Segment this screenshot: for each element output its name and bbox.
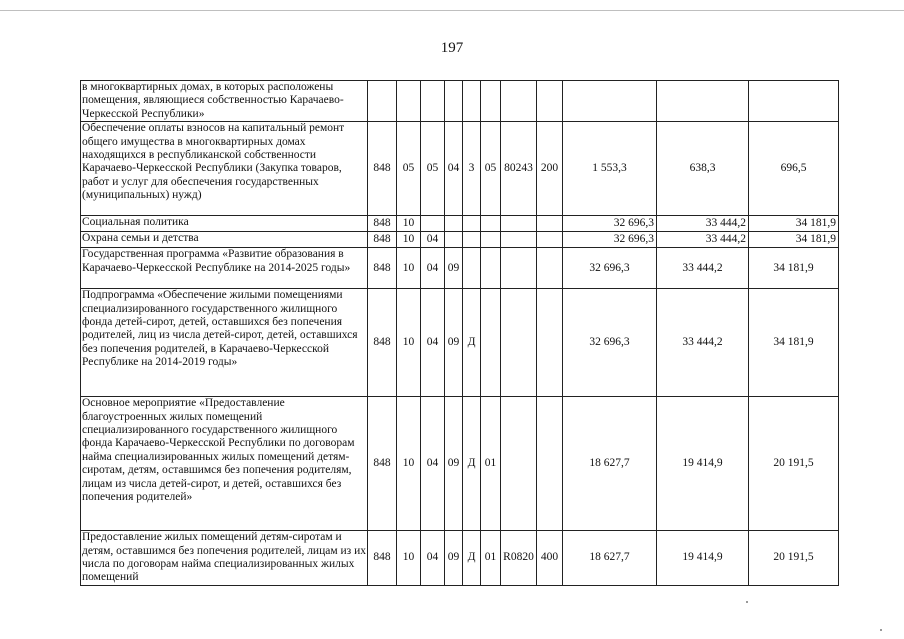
cell-v2025: 696,5 — [749, 122, 839, 216]
cell-sub — [463, 248, 481, 289]
cell-program: 09 — [445, 397, 463, 531]
table-row — [81, 289, 839, 397]
cell-name: Подпрограмма «Обеспечение жилыми помещениями специализированного государственного жилищного фонда детей-сирот, детей, оставшихся без попечения родителей, лиц из числа детей-сирот, детей, оставшихся без попечения родителей, в Карачаево-Черкесской Республике на 2014-2019 годы» — [81, 289, 368, 397]
cell-program: 09 — [445, 289, 463, 397]
cell-kvr — [537, 289, 563, 397]
scan-speck — [880, 629, 882, 631]
cell-subsection: 04 — [421, 289, 445, 397]
cell-kvr — [537, 397, 563, 531]
cell-subsection: 04 — [421, 531, 445, 586]
cell-name: Социальная политика — [81, 216, 368, 232]
cell-subsection: 04 — [421, 232, 445, 248]
cell-kvr — [537, 248, 563, 289]
table-body — [81, 81, 839, 586]
cell-event — [481, 289, 501, 397]
cell-program: 09 — [445, 248, 463, 289]
cell-code: 848 — [368, 232, 397, 248]
table-row — [81, 232, 839, 248]
cell-kvr — [537, 81, 563, 122]
table-row — [81, 216, 839, 232]
cell-kvr — [537, 232, 563, 248]
cell-direction — [501, 248, 537, 289]
table-row — [81, 248, 839, 289]
cell-event: 01 — [481, 531, 501, 586]
cell-sub: Д — [463, 531, 481, 586]
cell-section: 05 — [397, 122, 421, 216]
cell-event — [481, 81, 501, 122]
cell-name: Обеспечение оплаты взносов на капитальный ремонт общего имущества в многоквартирных домах находящихся в республиканской собственности Карачаево-Черкесской Республики (Закупка товаров, работ и услуг для обеспечения государственных (муниципальных) нужд) — [81, 122, 368, 216]
cell-code: 848 — [368, 531, 397, 586]
cell-name: Государственная программа «Развитие образования в Карачаево-Черкесской Республике на 2014-2025 годы» — [81, 248, 368, 289]
cell-event — [481, 248, 501, 289]
cell-sub — [463, 232, 481, 248]
cell-event — [481, 216, 501, 232]
cell-subsection — [421, 216, 445, 232]
scan-edge-top — [0, 10, 904, 11]
cell-v2024: 19 414,9 — [657, 397, 749, 531]
cell-v2024: 33 444,2 — [657, 248, 749, 289]
cell-v2023: 32 696,3 — [563, 289, 657, 397]
cell-section: 10 — [397, 232, 421, 248]
cell-event — [481, 232, 501, 248]
cell-name: Охрана семьи и детства — [81, 232, 368, 248]
cell-name: Предоставление жилых помещений детям-сиротам и детям, оставшимся без попечения родителей, лицам из их числа по договорам найма специализированных жилых помещений — [82, 531, 366, 584]
cell-section: 10 — [397, 248, 421, 289]
cell-v2024: 33 444,2 — [657, 232, 749, 248]
cell-sub: Д — [463, 397, 481, 531]
cell-v2025 — [749, 81, 839, 122]
cell-code: 848 — [368, 122, 397, 216]
table-row — [81, 81, 839, 122]
cell-v2025: 20 191,5 — [749, 531, 839, 586]
cell-name: в многоквартирных домах, в которых расположены помещения, являющиеся собственностью Карачаево-Черкесской Республики» — [81, 81, 368, 122]
cell-code — [368, 81, 397, 122]
cell-sub — [463, 81, 481, 122]
cell-v2023 — [563, 81, 657, 122]
cell-v2024: 33 444,2 — [657, 289, 749, 397]
cell-code: 848 — [368, 289, 397, 397]
cell-section: 10 — [397, 397, 421, 531]
cell-code: 848 — [368, 216, 397, 232]
cell-program: 09 — [445, 531, 463, 586]
cell-event: 05 — [481, 122, 501, 216]
cell-program — [445, 216, 463, 232]
cell-direction — [501, 216, 537, 232]
cell-kvr: 200 — [537, 122, 563, 216]
cell-v2025: 34 181,9 — [749, 289, 839, 397]
cell-direction — [501, 289, 537, 397]
cell-v2023: 32 696,3 — [563, 248, 657, 289]
cell-program — [445, 81, 463, 122]
cell-program — [445, 232, 463, 248]
cell-v2024: 33 444,2 — [657, 216, 749, 232]
cell-section: 10 — [397, 289, 421, 397]
cell-direction — [501, 397, 537, 531]
cell-v2024: 638,3 — [657, 122, 749, 216]
cell-sub: 3 — [463, 122, 481, 216]
cell-sub — [463, 216, 481, 232]
cell-code: 848 — [368, 248, 397, 289]
cell-section — [397, 81, 421, 122]
table-row — [81, 531, 839, 586]
cell-program: 04 — [445, 122, 463, 216]
cell-v2023: 1 553,3 — [563, 122, 657, 216]
cell-v2024 — [657, 81, 749, 122]
cell-direction — [501, 232, 537, 248]
cell-subsection: 04 — [421, 397, 445, 531]
cell-v2024: 19 414,9 — [657, 531, 749, 586]
cell-section: 10 — [397, 531, 421, 586]
table-row — [81, 397, 839, 531]
cell-direction: 80243 — [501, 122, 537, 216]
cell-v2025: 34 181,9 — [749, 248, 839, 289]
scan-speck — [746, 601, 748, 603]
cell-v2023: 18 627,7 — [563, 531, 657, 586]
cell-subsection — [421, 81, 445, 122]
cell-event: 01 — [481, 397, 501, 531]
page-number: 197 — [440, 40, 464, 56]
cell-direction: R0820 — [501, 531, 537, 586]
cell-code: 848 — [368, 397, 397, 531]
table-row — [81, 122, 839, 216]
cell-direction — [501, 81, 537, 122]
cell-subsection: 04 — [421, 248, 445, 289]
cell-kvr — [537, 216, 563, 232]
cell-v2025: 20 191,5 — [749, 397, 839, 531]
cell-v2023: 32 696,3 — [563, 216, 657, 232]
budget-table — [80, 80, 839, 586]
cell-section: 10 — [397, 216, 421, 232]
cell-name: Основное мероприятие «Предоставление благоустроенных жилых помещений специализированного государственного жилищного фонда Карачаево-Черкесской Республики по договорам найма специализированных жилых помещений детям-сиротам, детям, оставшимся без попечения родителям, лицам из числа детей-сирот, и детей, оставшихся без попечения родителей» — [81, 397, 368, 531]
cell-sub: Д — [463, 289, 481, 397]
cell-v2025: 34 181,9 — [749, 216, 839, 232]
cell-subsection: 05 — [421, 122, 445, 216]
cell-v2023: 32 696,3 — [563, 232, 657, 248]
cell-v2025: 34 181,9 — [749, 232, 839, 248]
cell-kvr: 400 — [537, 531, 563, 586]
cell-v2023: 18 627,7 — [563, 397, 657, 531]
